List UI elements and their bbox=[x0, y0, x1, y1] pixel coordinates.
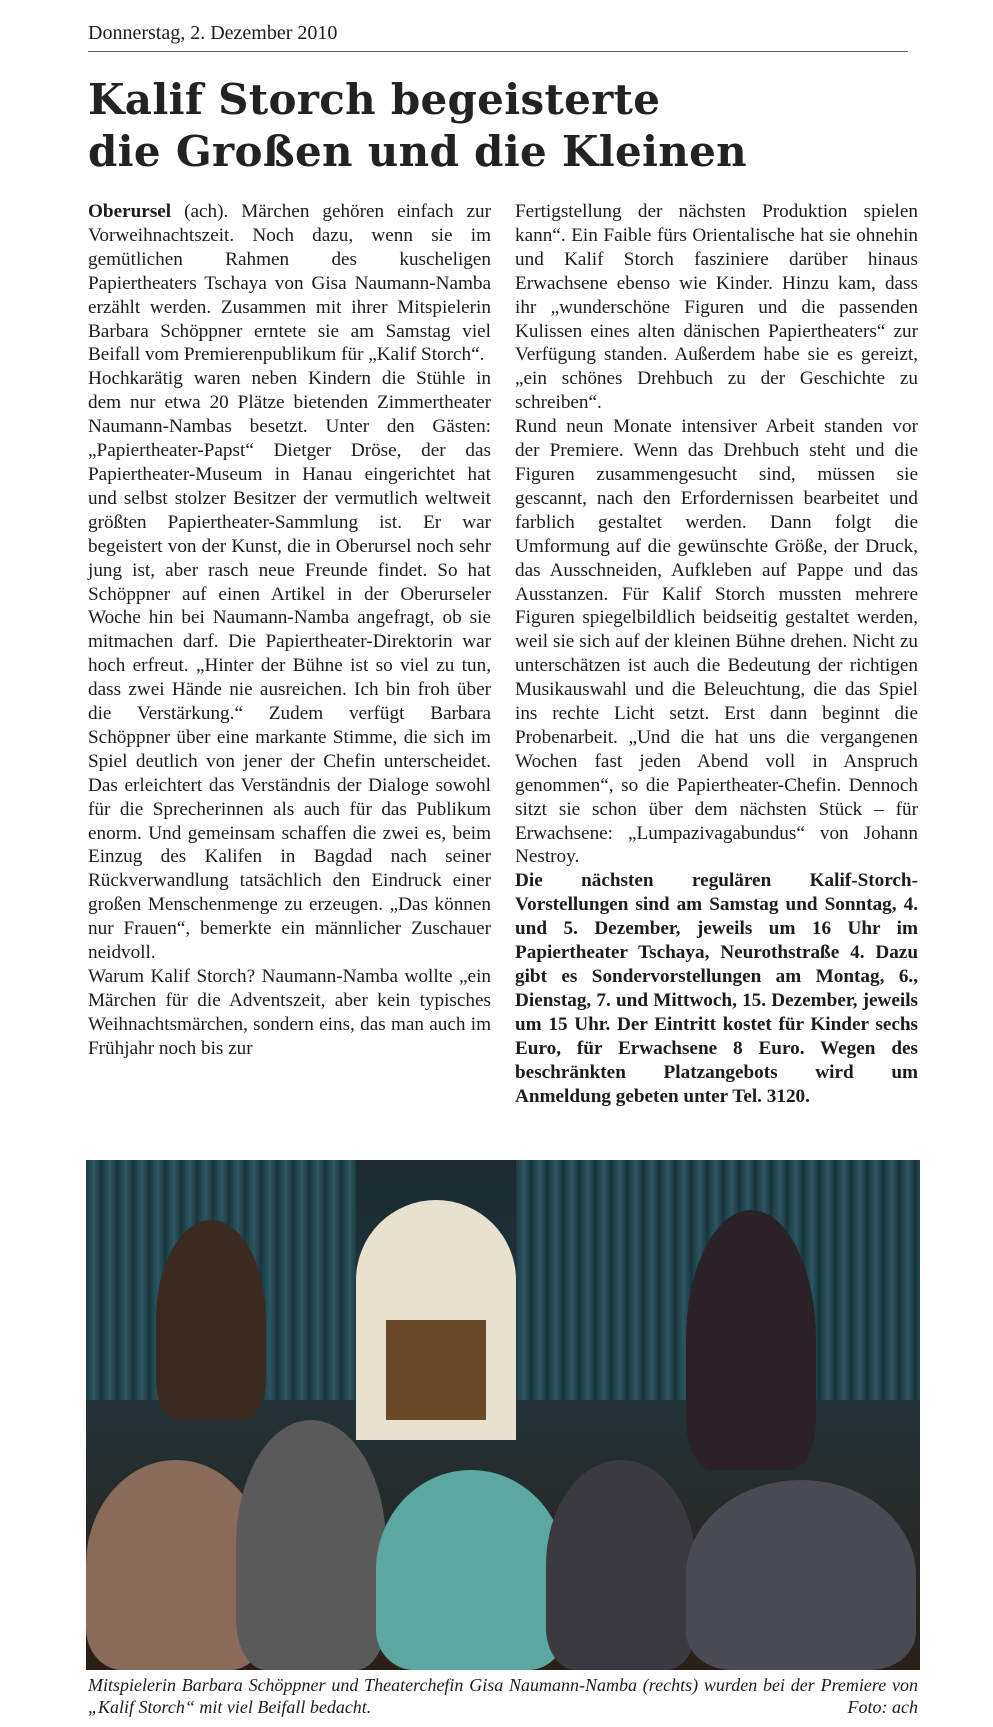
dateline: Donnerstag, 2. Dezember 2010 bbox=[88, 22, 908, 52]
headline bbox=[88, 74, 928, 178]
photo-person-left bbox=[156, 1220, 266, 1420]
photo-audience-3 bbox=[376, 1470, 566, 1670]
headline-line-1: Kalif Storch begeisterte bbox=[88, 75, 661, 124]
article-column-2 bbox=[515, 200, 918, 1160]
photo-audience-4 bbox=[546, 1460, 696, 1670]
article-paragraph: Hochkarätig waren neben Kindern die Stühle in dem nur etwa 20 Plätze bietenden Zimmertheater Naumann-Nambas besetzt. Unter den Gästen: „Papiertheater-Papst“ Dietger Dröse, der das Papiertheater-Museum in Hanau eingerichtet hat und selbst stolzer Besitzer der vermutlich weltweit größten Papiertheater-Sammlung ist. Er war begeistert von der Kunst, die in Oberursel noch sehr jung ist, aber rasch neue Freunde findet. So hat Schöppner auf einen Artikel in der Oberurseler Woche hin bei Naumann-Namba angefragt, ob sie mitmachen darf. Die Papiertheater-Direktorin war hoch erfreut. „Hinter der Bühne ist so viel zu tun, dass zwei Hände nie ausreichen. Ich bin froh über die Verstärkung.“ Zudem verfügt Barbara Schöppner über eine markante Stimme, die sich im Spiel deutlich von jener der Chefin unterscheidet. Das erleichtert das Verständnis der Dialoge sowohl für die Sprecherinnen als auch für das Publikum enorm. Und gemeinsam schaffen die zwei es, beim Einzug des Kalifen in Bagdad nach seiner Rückverwandlung tatsächlich den Eindruck einer großen Menschenmenge zu erzeugen. „Das können nur Frauen“, bemerkte ein männlicher Zuschauer neidvoll. bbox=[88, 368, 491, 964]
article-paragraph bbox=[88, 200, 491, 367]
photo-caption bbox=[88, 1674, 918, 1718]
article-column-1 bbox=[88, 200, 491, 1160]
article-columns bbox=[88, 200, 918, 1160]
article-paragraph: Fertigstellung der nächsten Produktion spielen kann“. Ein Faible fürs Orientalische hat sie ohnehin und Kalif Storch fasziniere darüber hinaus Erwachsene ebenso wie Kinder. Hinzu kam, dass ihr „wunderschöne Figuren und die passenden Kulissen eines alten dänischen Papiertheaters“ zur Verfügung standen. Außerdem habe sie es gereizt, „ein schönes Drehbuch zu der Geschichte zu schreiben“. bbox=[515, 201, 918, 414]
photo-person-right bbox=[686, 1210, 816, 1470]
article-photo bbox=[86, 1160, 920, 1670]
photo-audience-5 bbox=[686, 1480, 916, 1670]
article-lead: (ach). Märchen gehören einfach zur Vorweihnachtszeit. Noch dazu, wenn sie im gemütlichen Rahmen des kuscheligen Papiertheaters Tschaya von Gisa Naumann-Namba erzählt werden. Zusammen mit ihrer Mitspielerin Barbara Schöppner erntete sie am Samstag viel Beifall vom Premierenpublikum für „Kalif Storch“. bbox=[88, 201, 491, 366]
photo-stage-scene bbox=[386, 1320, 486, 1420]
article-place: Oberursel bbox=[88, 201, 172, 222]
caption-text: Mitspielerin Barbara Schöppner und Theaterchefin Gisa Naumann-Namba (rechts) wurden bei der Premiere von „Kalif Storch“ mit viel Beifall bedacht. bbox=[88, 1675, 918, 1717]
article-paragraph: Warum Kalif Storch? Naumann-Namba wollte „ein Märchen für die Adventszeit, aber kein typisches Weihnachtsmärchen, sondern eins, das man auch im Frühjahr noch bis zur bbox=[88, 966, 491, 1059]
photo-credit: Foto: ach bbox=[847, 1697, 918, 1717]
article-paragraph: Rund neun Monate intensiver Arbeit standen vor der Premiere. Wenn das Drehbuch steht und die Figuren zusammengesucht sind, müssen sie gescannt, nach den Erfordernissen bearbeitet und farblich gestaltet werden. Dann folgt die Umformung auf die gewünschte Größe, der Druck, das Ausschneiden, Aufkleben auf Pappe und das Ausstanzen. Für Kalif Storch mussten mehrere Figuren spiegelbildlich beidseitig gestaltet werden, weil sie sich auf der kleinen Bühne drehen. Nicht zu unterschätzen ist auch die Bedeutung der richtigen Musikauswahl und die Beleuchtung, die das Spiel ins rechte Licht setzt. Erst dann beginnt die Probenarbeit. „Und die hat uns die vergangenen Wochen fast jeden Abend voll in Anspruch genommen“, so die Papiertheater-Chefin. Dennoch sitzt sie schon über dem nächsten Stück – für Erwachsene: „Lumpazivagabundus“ von Johann Nestroy. bbox=[515, 416, 918, 868]
photo-audience-2 bbox=[236, 1420, 386, 1670]
article-info-paragraph: Die nächsten regulären Kalif-Storch-Vorstellungen sind am Samstag und Sonntag, 4. und 5. Dezember, jeweils um 16 Uhr im Papiertheater Tschaya, Neurothstraße 4. Dazu gibt es Sondervorstellungen am Montag, 6., Dienstag, 7. und Mittwoch, 15. Dezember, jeweils um 15 Uhr. Der Eintritt kostet für Kinder sechs Euro, für Erwachsene 8 Euro. Wegen des beschränkten Platzangebots wird um Anmeldung gebeten unter Tel. 3120. bbox=[515, 870, 918, 1107]
headline-line-2: die Großen und die Kleinen bbox=[88, 127, 747, 176]
